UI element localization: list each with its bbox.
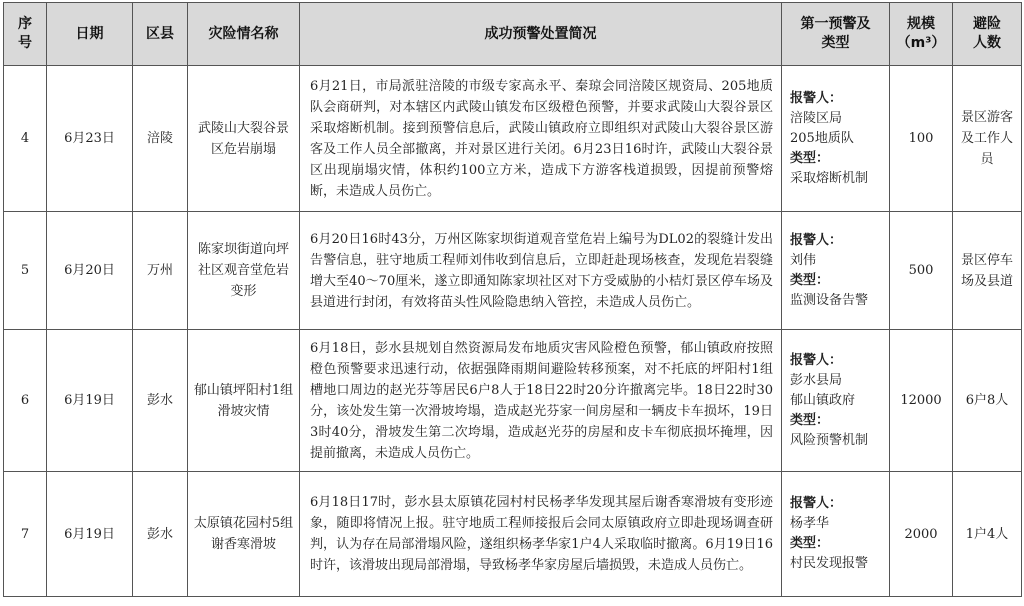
type-value: 监测设备告警	[790, 292, 869, 308]
scale-cell: 100	[890, 66, 953, 212]
type-label: 类型：	[790, 272, 830, 288]
seq-cell: 5	[4, 212, 47, 330]
table-row	[4, 330, 1022, 472]
date-cell: 6月20日	[47, 212, 133, 330]
warn-cell	[782, 330, 890, 472]
warner-value: 杨孝华	[790, 516, 830, 531]
table-row	[4, 66, 1022, 212]
header-seq: 序 号	[4, 3, 47, 66]
header-scale: 规模 （m³）	[890, 3, 953, 66]
evac-cell: 6户8人	[953, 330, 1022, 472]
header-row	[4, 3, 1022, 66]
warner-value: 刘伟	[790, 252, 817, 268]
seq-cell: 4	[4, 66, 47, 212]
type-label: 类型：	[790, 536, 830, 551]
header-desc: 成功预警处置简况	[300, 3, 782, 66]
warner-label: 报警人：	[790, 90, 843, 106]
disaster-warning-table	[3, 2, 1022, 597]
evac-cell: 景区停车场及县道	[953, 212, 1022, 330]
district-cell: 彭水	[133, 472, 188, 597]
evac-cell: 1户4人	[953, 472, 1022, 597]
header-name: 灾险情名称	[188, 3, 300, 66]
desc-cell: 6月18日17时，彭水县太原镇花园村村民杨孝华发现其屋后谢香寒滑坡有变形迹象，随即将情况上报。驻守地质工程师接报后会同太原镇政府立即赴现场调查研判，认为存在局部滑塌风险，遂组织杨孝华家1户4人采取临时撤离。6月19日16时许，该滑坡出现局部滑塌，导致杨孝华家房屋后墙损毁，未造成人员伤亡。	[300, 472, 782, 597]
type-value: 采取熔断机制	[790, 170, 869, 186]
header-warn: 第一预警及 类型	[782, 3, 890, 66]
date-cell: 6月19日	[47, 330, 133, 472]
header-date: 日期	[47, 3, 133, 66]
date-cell: 6月23日	[47, 66, 133, 212]
district-cell: 彭水	[133, 330, 188, 472]
warn-cell	[782, 212, 890, 330]
name-cell: 武陵山大裂谷景区危岩崩塌	[188, 66, 300, 212]
table-row	[4, 212, 1022, 330]
warn-cell	[782, 66, 890, 212]
seq-cell: 7	[4, 472, 47, 597]
warner-value: 涪陵区局	[790, 110, 843, 126]
district-cell: 涪陵	[133, 66, 188, 212]
desc-cell: 6月18日，彭水县规划自然资源局发布地质灾害风险橙色预警，郁山镇政府按照橙色预警要求迅速行动，依据强降雨期间避险转移预案，对不托底的坪阳村1组槽地口周边的赵光芬等居民6户8人于18日22时20分许撤离完毕。18日22时30分，该处发生第一次滑坡垮塌，造成赵光芬家一间房屋和一辆皮卡车损坏，19日3时40分，滑坡发生第二次垮塌，造成赵光芬的房屋和皮卡车彻底损坏掩埋，因提前撤离，未造成人员伤亡。	[300, 330, 782, 472]
warner-label: 报警人：	[790, 352, 843, 368]
date-cell: 6月19日	[47, 472, 133, 597]
desc-cell: 6月20日16时43分，万州区陈家坝街道观音堂危岩上编号为DL02的裂缝计发出告警信息，驻守地质工程师刘伟收到信息后，立即赶赴现场核查，发现危岩裂缝增大至40～70厘米，遂立即通知陈家坝社区对下方受威胁的小桔灯景区停车场及县道进行封闭，有效将苗头性风险隐患纳入管控，未造成人员伤亡。	[300, 212, 782, 330]
header-evac: 避险 人数	[953, 3, 1022, 66]
scale-cell: 12000	[890, 330, 953, 472]
type-value: 风险预警机制	[790, 432, 869, 448]
type-label: 类型：	[790, 412, 830, 428]
warner-value: 郁山镇政府	[790, 392, 856, 408]
name-cell: 太原镇花园村5组谢香寒滑坡	[188, 472, 300, 597]
warner-label: 报警人：	[790, 496, 843, 511]
warn-cell	[782, 472, 890, 597]
warner-value: 彭水县局	[790, 372, 843, 388]
type-value: 村民发现报警	[790, 556, 869, 571]
evac-cell: 景区游客及工作人员	[953, 66, 1022, 212]
scale-cell: 2000	[890, 472, 953, 597]
warner-label: 报警人：	[790, 232, 843, 248]
district-cell: 万州	[133, 212, 188, 330]
table-row	[4, 472, 1022, 597]
name-cell: 郁山镇坪阳村1组滑坡灾情	[188, 330, 300, 472]
seq-cell: 6	[4, 330, 47, 472]
scale-cell: 500	[890, 212, 953, 330]
warner-value: 205地质队	[790, 130, 854, 146]
desc-cell: 6月21日，市局派驻涪陵的市级专家高永平、秦琼会同涪陵区规资局、205地质队会商研判，对本辖区内武陵山镇发布区级橙色预警，并要求武陵山大裂谷景区采取熔断机制。接到预警信息后，武陵山镇政府立即组织对武陵山大裂谷景区游客及工作人员全部撤离，并对景区进行关闭。6月23日16时许，武陵山大裂谷景区出现崩塌灾情，体积约100立方米，造成下方游客栈道损毁，因提前预警熔断，未造成人员伤亡。	[300, 66, 782, 212]
type-label: 类型：	[790, 150, 830, 166]
name-cell: 陈家坝街道向坪社区观音堂危岩变形	[188, 212, 300, 330]
header-district: 区县	[133, 3, 188, 66]
